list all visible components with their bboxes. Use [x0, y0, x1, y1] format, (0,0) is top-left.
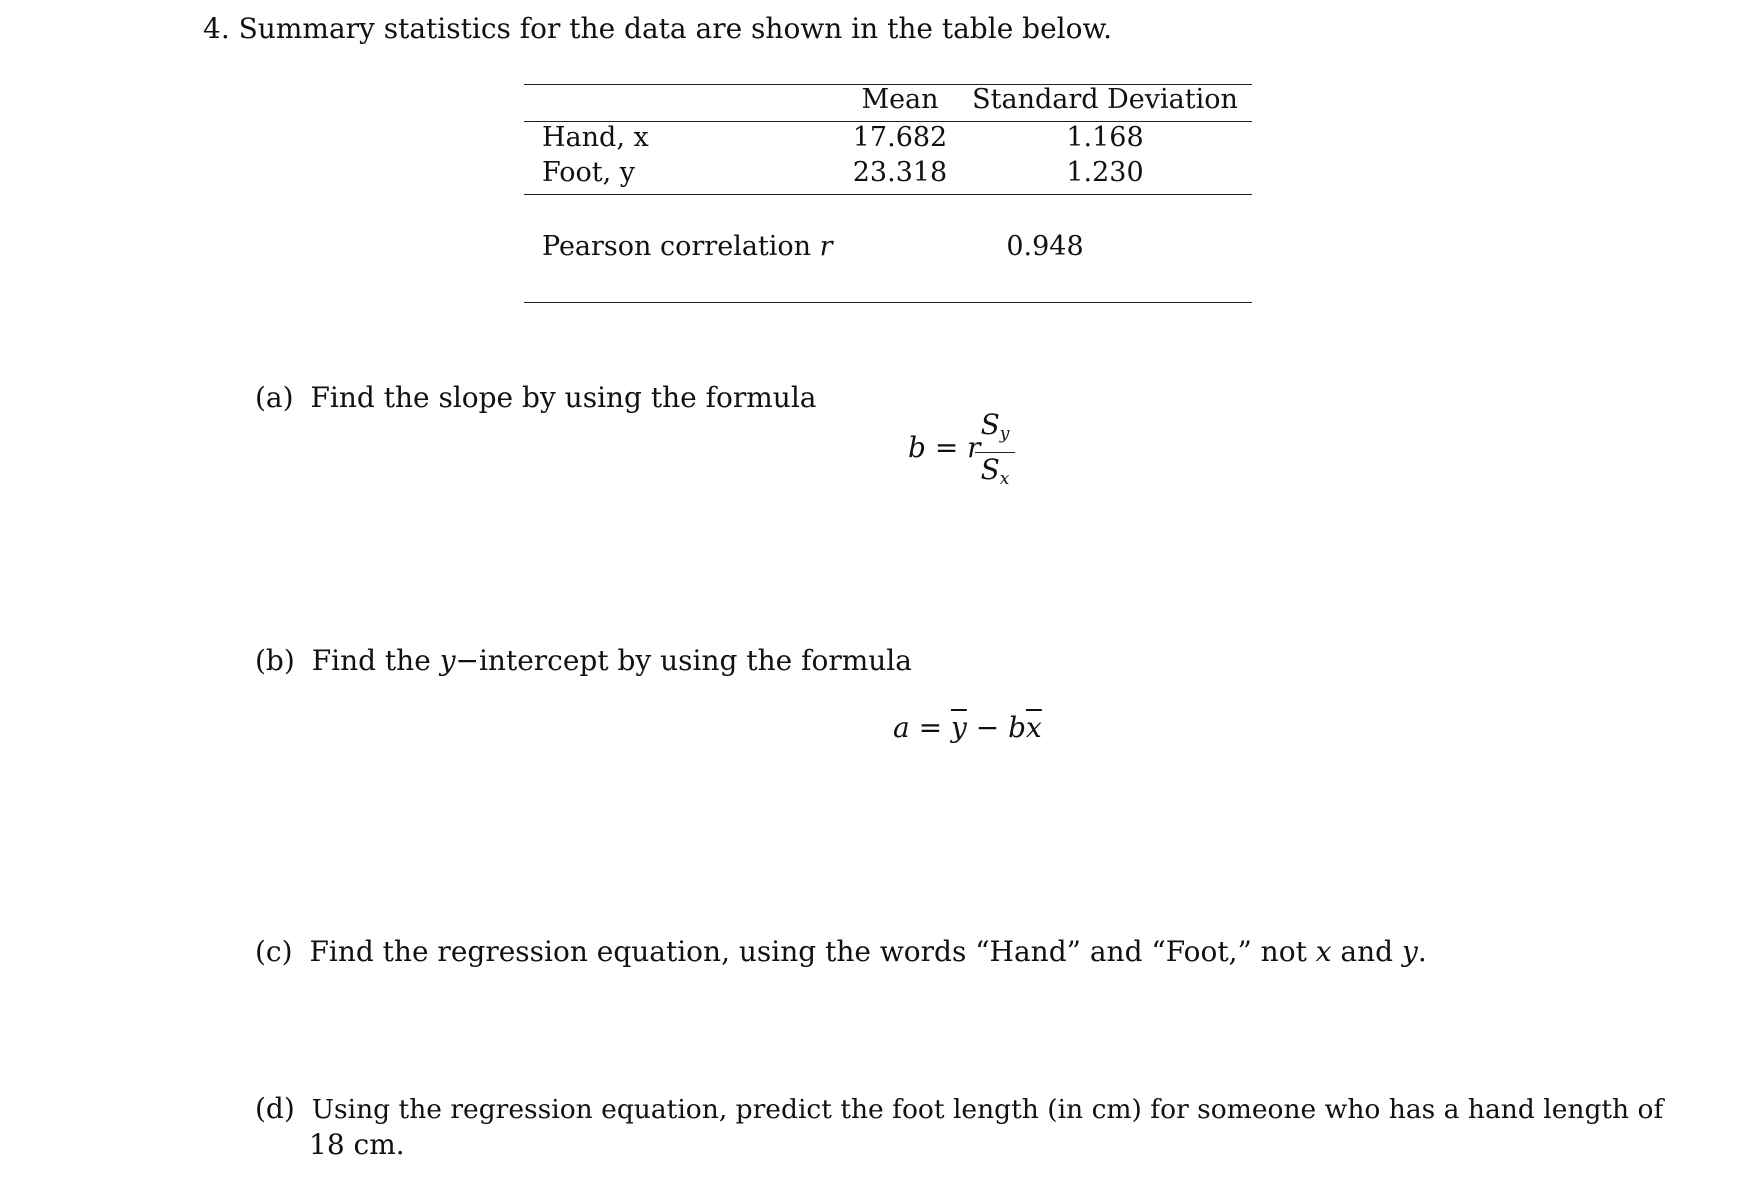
question-header — [203, 12, 1112, 45]
correlation-label — [542, 231, 833, 262]
part-d-prompt — [255, 1092, 1663, 1125]
slope-fraction-denominator: $S_x$ — [980, 453, 1010, 489]
header-mean: Mean — [861, 84, 939, 115]
part-b-text-post: −intercept by using the formula — [455, 644, 912, 677]
question-number: 4. — [203, 12, 230, 45]
row-label-foot: Foot, y — [542, 157, 636, 188]
cell-foot-mean: 23.318 — [852, 157, 948, 188]
part-d-line2: 18 cm. — [309, 1128, 405, 1161]
header-standard-deviation: Standard Deviation — [972, 84, 1238, 115]
slope-fraction-numerator: $S_y$ — [980, 408, 1010, 444]
part-c-text: Find the regression equation, using the words “Hand” and “Foot,” not — [309, 935, 1316, 968]
part-c-var-x: x — [1315, 935, 1332, 968]
part-d-marker: (d) — [255, 1092, 295, 1125]
intercept-xbar: $\overline{x}$ — [1026, 711, 1042, 744]
part-c-marker: (c) — [255, 935, 293, 968]
question-intro: Summary statistics for the data are shown in the table below. — [238, 12, 1113, 45]
cell-hand-sd: 1.168 — [1066, 122, 1144, 153]
intercept-b: b — [1008, 711, 1026, 744]
part-c-prompt — [255, 935, 1427, 968]
row-label-hand: Hand, x — [542, 122, 649, 153]
slope-formula-fraction — [975, 410, 1015, 494]
part-a-marker: (a) — [255, 381, 294, 414]
table-mid-rule — [524, 194, 1252, 195]
part-b-text-pre: Find the — [311, 644, 440, 677]
correlation-symbol: r — [819, 231, 833, 262]
part-c-and: and — [1331, 935, 1402, 968]
cell-foot-sd: 1.230 — [1066, 157, 1144, 188]
intercept-formula — [893, 711, 1042, 744]
slope-formula-lhs: b = r — [908, 431, 981, 464]
correlation-label-text: Pearson correlation — [542, 231, 812, 262]
part-b-marker: (b) — [255, 644, 295, 677]
intercept-minus: − — [966, 711, 1009, 744]
part-d-line1: Using the regression equation, predict the foot length (in cm) for someone who has a hand length of — [311, 1094, 1664, 1125]
part-a-prompt — [255, 381, 816, 414]
part-b-var-y: y — [439, 644, 456, 677]
correlation-value: 0.948 — [1006, 231, 1084, 262]
part-c-end: . — [1417, 935, 1427, 968]
intercept-ybar: $\overline{y}$ — [950, 711, 967, 744]
part-a-text: Find the slope by using the formula — [310, 381, 817, 414]
cell-hand-mean: 17.682 — [852, 122, 948, 153]
intercept-a: a — [893, 711, 910, 744]
part-c-var-y: y — [1401, 935, 1418, 968]
table-bottom-rule — [524, 302, 1252, 303]
part-b-prompt — [255, 644, 912, 677]
intercept-equals: = — [909, 711, 951, 744]
